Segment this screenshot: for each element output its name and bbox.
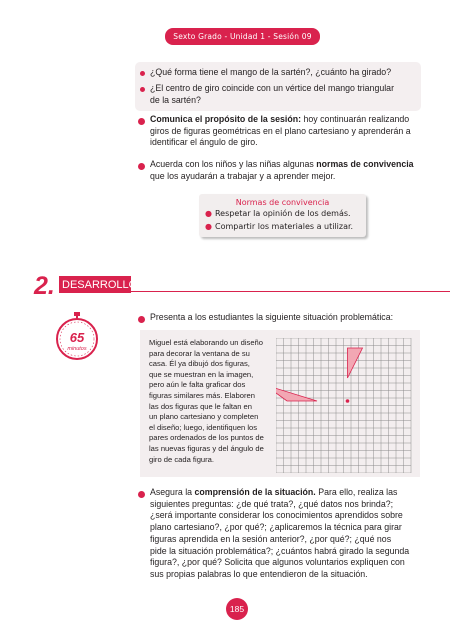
agreement-paragraph	[150, 159, 420, 182]
problem-line: las nuevas figuras y del ángulo de	[149, 443, 264, 453]
problem-text	[149, 338, 273, 465]
timer-unit: minutos	[67, 346, 87, 352]
comprehension-line: ¿será importante considerar los conocimientos aprendidos sobre	[150, 510, 403, 521]
norms-title: Normas de convivencia	[235, 198, 330, 207]
purpose-paragraph	[150, 114, 420, 149]
purpose-line1	[150, 114, 420, 126]
problem-line: Miguel está elaborando un diseño	[149, 338, 263, 347]
comprehension-line1	[150, 487, 420, 499]
design-grid	[276, 338, 414, 473]
stopwatch-icon	[53, 312, 101, 360]
comprehension-line: pide la situación problemática?; ¿cuántos habrá girado la segunda	[150, 545, 410, 556]
comprehension-paragraph	[150, 487, 420, 581]
paragraph-bullet	[138, 163, 145, 170]
question-bullet	[140, 87, 145, 92]
problem-line: pares ordenados de los puntos de	[149, 433, 264, 443]
paragraph-bullet	[138, 118, 145, 125]
question-2-line1: ¿El centro de giro coincide con un vértice del mango triangular	[150, 83, 395, 93]
norms-box	[199, 194, 366, 237]
agreement-bold: normas de convivencia	[316, 159, 414, 169]
comprehension-pre: Asegura la	[150, 487, 193, 497]
header-title: Sexto Grado - Unidad 1 - Sesión 09	[173, 32, 312, 41]
rotation-center-point	[346, 399, 350, 403]
agreement-line2: que los ayudarán a trabajar y a aprender mejor.	[150, 170, 336, 181]
norm-text-2: Compartir los materiales a utilizar.	[214, 222, 354, 231]
header-band	[165, 28, 320, 45]
purpose-line2: giros de figuras geométricas en el plano cartesiano y aprenderán a	[150, 125, 411, 136]
question-bullet	[140, 71, 145, 76]
problem-line: para decorar la ventana de su	[149, 348, 250, 358]
agreement-line1	[150, 159, 420, 171]
norm-bullet: ●	[205, 222, 212, 231]
section-divider	[130, 291, 450, 292]
page-number: 185	[226, 598, 248, 620]
comprehension-line: siguientes preguntas: ¿de qué trata?, ¿qué datos nos brinda?;	[150, 498, 394, 509]
agreement-pre: Acuerda con los niños y las niñas algunas	[150, 159, 314, 169]
norm-item	[205, 209, 351, 218]
question-1: ¿Qué forma tiene el mango de la sartén?, ¿cuánto ha girado?	[150, 67, 392, 77]
comprehension-line: figuras aprendida en la sesión anterior?, ¿por qué?; ¿qué nos	[150, 533, 392, 544]
problem-line: giro de cada figura.	[149, 454, 215, 464]
purpose-text-1: hoy continuarán realizando	[303, 114, 410, 124]
grid-lines	[276, 338, 411, 473]
paragraph-bullet	[138, 316, 145, 323]
problem-line: pero aún le falta graficar dos	[149, 380, 246, 390]
section-number: 2.	[34, 272, 55, 300]
comprehension-line: plano cartesiano?, ¿por qué?; ¿aplicaremos la técnica para girar	[150, 522, 402, 533]
question-2-line2: de la sartén?	[150, 95, 201, 105]
present-text: Presenta a los estudiantes la siguiente situación problemática:	[150, 312, 394, 322]
timer-value: 65	[69, 330, 85, 345]
problem-line: figuras similares más. Elaboren	[149, 390, 255, 400]
norm-item	[205, 222, 353, 231]
paragraph-bullet	[138, 491, 145, 498]
purpose-bold: Comunica el propósito de la sesión:	[150, 114, 302, 124]
section-label: DESARROLLO	[59, 276, 131, 293]
comprehension-first: Para ello, realiza las	[318, 487, 398, 497]
comprehension-line: figura?, ¿por qué? Solicita que algunos voluntarios expliquen con	[150, 557, 405, 568]
problem-line: el diseño; luego, identifiquen los	[149, 422, 258, 432]
norm-bullet: ●	[205, 209, 212, 218]
horizontal-triangle	[276, 385, 317, 401]
problem-line: que se muestran en la imagen,	[149, 369, 254, 379]
purpose-line3: identificar el ángulo de giro.	[150, 137, 258, 148]
norm-text-1: Respetar la opinión de los demás.	[214, 209, 351, 218]
comprehension-bold: comprensión de la situación.	[194, 487, 316, 497]
problem-line: las dos figuras que le faltan en	[149, 401, 253, 411]
problem-line: un plano cartesiano y completen	[149, 412, 259, 422]
problem-line: casa. Él ya dibujó dos figuras,	[149, 359, 250, 369]
vertical-triangle	[348, 348, 363, 378]
comprehension-line: sus propias palabras lo que entendieron de la situación.	[150, 568, 368, 579]
